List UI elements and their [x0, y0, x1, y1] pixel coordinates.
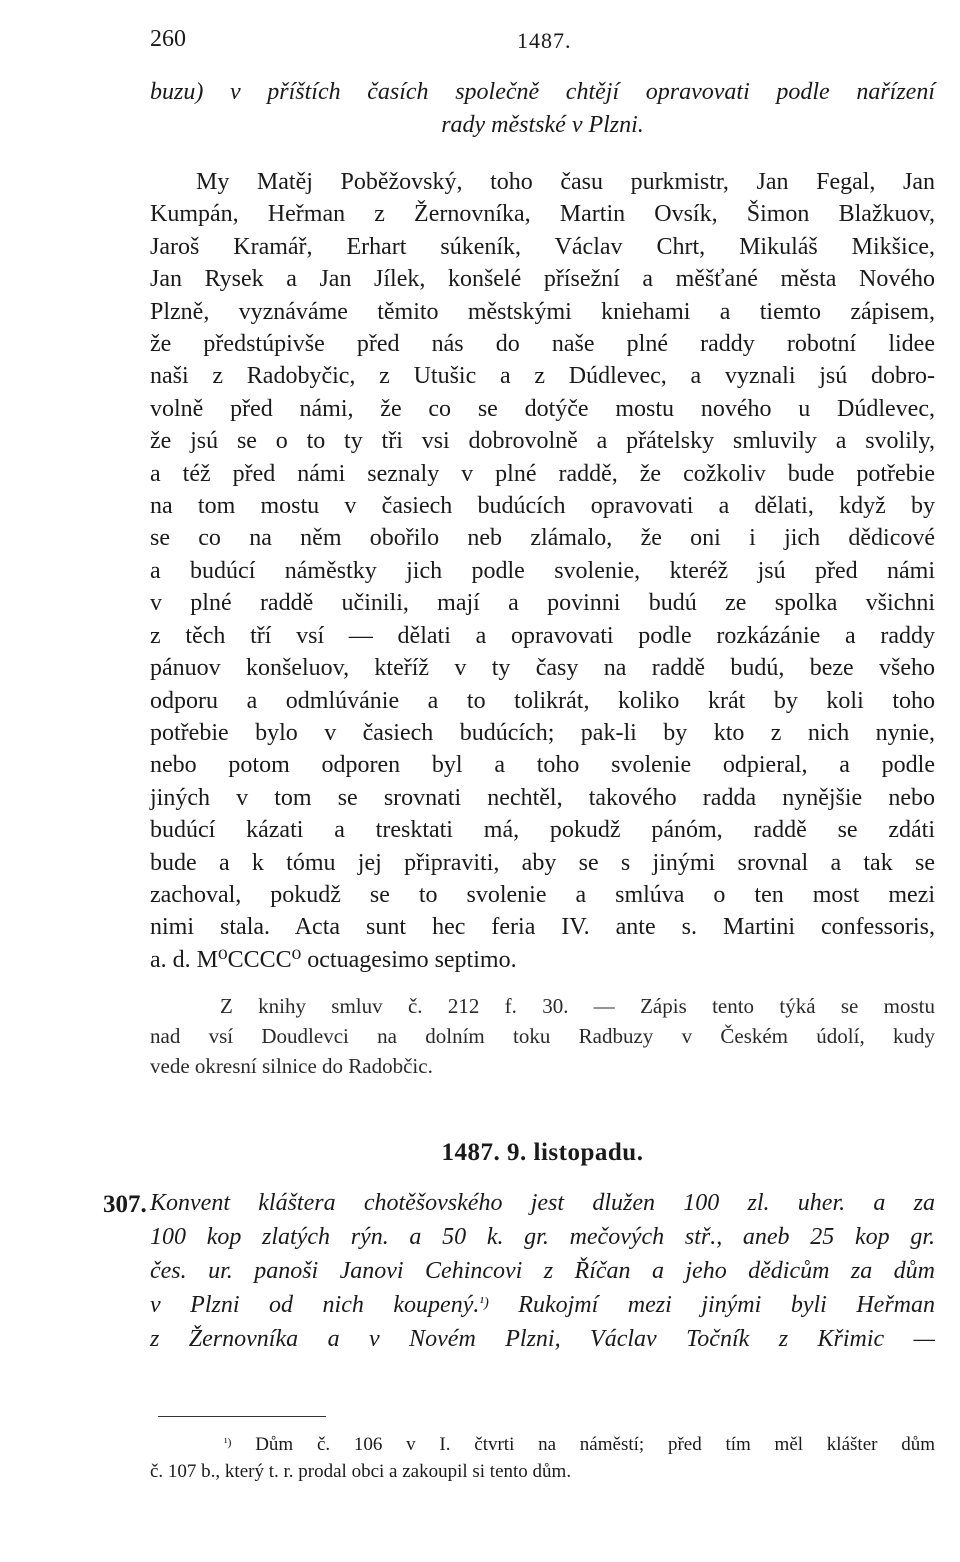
body-line: Kumpán, Heřman z Žernovníka, Martin Ovsík, Šimon Blažkuov, [150, 201, 935, 228]
body-line: že jsú se o to ty tři vsi dobrovolně a přátelsky smluvily a svolily, [150, 428, 935, 455]
body-line: se co na něm obořilo neb zlámalo, že oni i jich dědicové [150, 525, 935, 552]
body-line: Jan Rysek a Jan Jílek, konšelé přísežní a měšťané města Nového [150, 266, 935, 293]
entry-number: 307. [103, 1191, 147, 1218]
body-line: z těch tří vsí — dělati a opravovati podle rozkázánie a raddy [150, 622, 935, 649]
body-line: nimi stala. Acta sunt hec feria IV. ante s. Martini confessoris, [150, 914, 935, 941]
body-line: nebo potom odporen byl a toho svolenie odpieral, a podle [150, 752, 935, 779]
body-line: a též před námi seznaly v plné raddě, že cožkoliv bude potřebie [150, 460, 935, 487]
running-head-year: 1487. [517, 28, 572, 53]
body-line: jiných v tom se srovnati nechtěl, takového radda nynějšie nebo [150, 784, 935, 811]
body-line: zachoval, pokudž se to svolenie a smlúva o ten most mezi [150, 881, 935, 908]
regest-text: v Plzni od nich koupený. [150, 1292, 480, 1318]
body-line: na tom mostu v časiech budúcích opravovati a dělati, když by [150, 493, 935, 520]
body-line: a. d. M⁰CCCC⁰ octuagesimo septimo. [150, 946, 517, 973]
body-line: potřebie bylo v časiech budúcích; pak-li by kto z nich nynie, [150, 719, 935, 746]
regest-line: z Žernovníka a v Novém Plzni, Václav Točník z Křimic — [150, 1326, 935, 1352]
document-body [150, 166, 935, 976]
page-header [150, 26, 935, 60]
footnote-line: č. 107 b., který t. r. prodal obci a zakoupil si tento dům. [150, 1461, 572, 1482]
regest-line: Konvent kláštera chotěšovského jest dlužen 100 zl. uher. a za [150, 1190, 935, 1216]
document-heading-line: rady městské v Plzni. [441, 112, 644, 138]
body-line: budúcí kázati a tresktati má, pokudž pánóm, raddě se zdáti [150, 817, 935, 844]
footnote [150, 1431, 935, 1485]
body-line: pánuov konšeluov, kteříž v ty časy na raddě budú, beze všeho [150, 655, 935, 682]
source-note-line: vede okresní silnice do Radobčic. [150, 1054, 433, 1078]
source-note [150, 991, 935, 1081]
body-line: odporu a odmlúvánie a to tolikrát, koliko krát by koli toho [150, 687, 935, 714]
regest-line: 100 kop zlatých rýn. a 50 k. gr. mečových stř., aneb 25 kop gr. [150, 1224, 935, 1250]
body-line: v plné raddě učinili, mají a povinni budú ze spolka všichni [150, 590, 935, 617]
body-line: že předstúpivše před nás do naše plné raddy robotní lidee [150, 331, 935, 358]
document-heading-line: buzu) v příštích časích společně chtějí opravovati podle nařízení [150, 79, 935, 105]
footnote-reference[interactable]: ¹) [479, 1294, 489, 1311]
document-heading [150, 76, 935, 142]
entry-regest [150, 1186, 935, 1356]
source-note-line: Z knihy smluv č. 212 f. 30. — Zápis tento týká se mostu [220, 994, 935, 1018]
body-line: naši z Radobyčic, z Utušic a z Dúdlevec, a vyznali jsú dobro- [150, 363, 935, 390]
body-line: volně před námi, že co se dotýče mostu nového u Dúdlevec, [150, 395, 935, 422]
footnote-divider [158, 1416, 326, 1417]
body-line: Jaroš Kramář, Erhart súkeník, Václav Chrt, Mikuláš Mikšice, [150, 233, 935, 260]
regest-text: Rukojmí mezi jinými byli Heřman [488, 1292, 935, 1318]
body-line: Plzně, vyznáváme těmito městskými kniehami a tiemto zápisem, [150, 298, 935, 325]
entry-date-heading: 1487. 9. listopadu. [441, 1139, 644, 1166]
body-line: bude a k tómu jej připraviti, aby se s jinými srovnal a tak se [150, 849, 935, 876]
body-line: My Matěj Poběžovský, toho času purkmistr, Jan Fegal, Jan [196, 169, 935, 195]
body-line: a budúcí náměstky jich podle svolenie, kteréž jsú před námi [150, 557, 935, 584]
regest-line: čes. ur. panoši Janovi Cehincovi z Říčan a jeho dědicům za dům [150, 1258, 935, 1284]
regest-line-with-footnote [150, 1288, 935, 1322]
source-note-line: nad vsí Doudlevci na dolním toku Radbuzy v Českém údolí, kudy [150, 1024, 935, 1048]
footnote-marker: ¹) [224, 1435, 232, 1449]
footnote-text: Dům č. 106 v I. čtvrti na náměstí; před tím měl klášter dům [231, 1434, 935, 1455]
page-number: 260 [150, 26, 186, 52]
footnote-line [150, 1431, 935, 1458]
